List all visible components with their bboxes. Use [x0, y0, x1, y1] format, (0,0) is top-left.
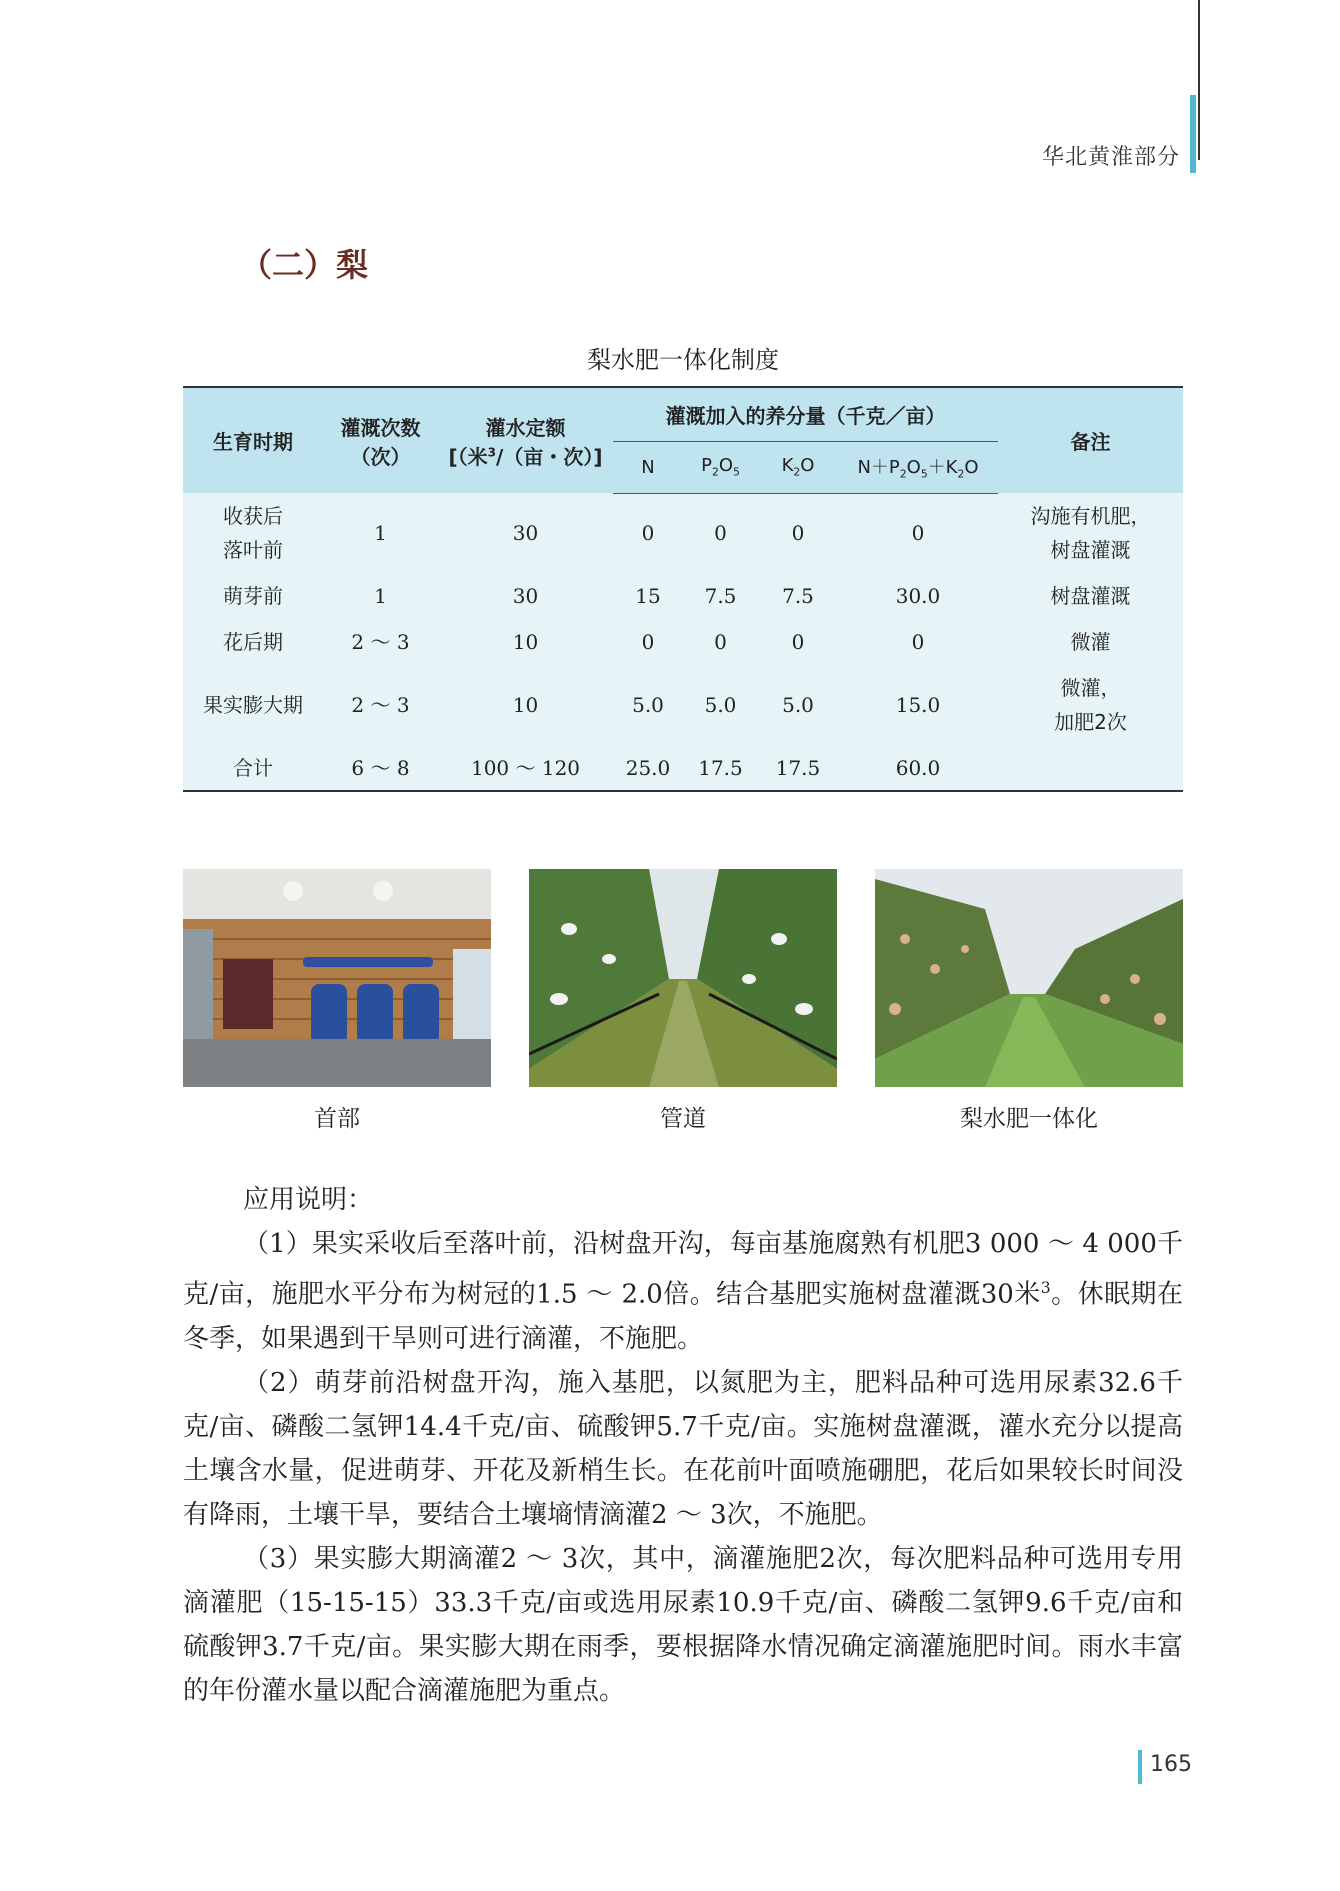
notes-paragraph-3: （3）果实膨大期滴灌2 ～ 3次，其中，滴灌施肥2次，每次肥料品种可选用专用滴灌肥（15-15-15）33.3千克/亩或选用尿素10.9千克/亩、磷酸二氢钾9.6千克/亩和硫酸钾3.7千克/亩。果实膨大期在雨季，要根据降水情况确定滴灌施肥时间。雨水丰富的年份灌水量以配合滴灌施肥为重点。 — [183, 1543, 1183, 1706]
cell-p: 17.5 — [683, 745, 758, 791]
cell-total: 0 — [838, 493, 998, 573]
cell-note: 微灌 — [998, 619, 1183, 665]
cell-k: 0 — [758, 493, 838, 573]
cell-total: 30.0 — [838, 573, 998, 619]
header-quota-unit-a: [（米 — [448, 444, 488, 469]
notes-title: 应用说明： — [243, 1185, 374, 1215]
header-quota — [438, 387, 613, 493]
p1-text-b: 。休眠期在冬季，如果遇到干旱则可进行滴灌，不施肥。 — [183, 1279, 1183, 1354]
notes-paragraph-1 — [183, 1222, 1183, 1361]
total-sub3: 2 — [957, 467, 965, 481]
table-row-total — [183, 745, 1183, 791]
table-row — [183, 665, 1183, 745]
cell-note — [998, 745, 1183, 791]
cell-stage: 花后期 — [183, 619, 323, 665]
cell-total: 60.0 — [838, 745, 998, 791]
k-o: O — [800, 455, 815, 477]
cell-k: 7.5 — [758, 573, 838, 619]
cell-k: 17.5 — [758, 745, 838, 791]
cell-quota: 30 — [438, 573, 613, 619]
total-c: ＋K — [927, 457, 958, 479]
table-row — [183, 619, 1183, 665]
cell-p: 5.0 — [683, 665, 758, 745]
cell-stage — [183, 493, 323, 573]
cell-total: 0 — [838, 619, 998, 665]
p-o: O — [718, 455, 734, 477]
k-main: K — [781, 455, 794, 477]
photo-pipeline-image — [529, 869, 837, 1087]
p-sub2: 5 — [733, 465, 740, 479]
header-total — [838, 441, 998, 493]
header-quota-sup: 3 — [487, 444, 497, 459]
cell-note: 树盘灌溉 — [998, 573, 1183, 619]
header-times-line1: 灌溉次数 — [340, 415, 421, 440]
p1-text-a: （1）果实采收后至落叶前，沿树盘开沟，每亩基施腐熟有机肥3 000 ～ 4 000千克/亩，施肥水平分布为树冠的1.5 ～ 2.0倍。结合基肥实施树盘灌溉30米 — [183, 1229, 1183, 1310]
table-row — [183, 573, 1183, 619]
header-n: N — [613, 441, 683, 493]
header-p2o5 — [683, 441, 758, 493]
p1-sup: 3 — [1040, 1279, 1051, 1297]
photo-pipeline — [529, 869, 837, 1087]
cell-times: 2 ～ 3 — [323, 665, 438, 745]
photo-head-unit-image — [183, 869, 491, 1087]
cell-quota: 10 — [438, 665, 613, 745]
application-notes — [183, 1178, 1183, 1713]
total-a: N＋P — [857, 457, 900, 479]
photo-caption-pipeline: 管道 — [660, 1106, 706, 1132]
header-note: 备注 — [998, 387, 1183, 493]
p-sub1: 2 — [711, 465, 719, 479]
note-line2: 树盘灌溉 — [1050, 538, 1131, 562]
header-nutrient: 灌溉加入的养分量（千克／亩） — [613, 387, 998, 441]
page-number-bar — [1138, 1750, 1142, 1784]
page-number: 165 — [1150, 1752, 1192, 1777]
cell-n: 0 — [613, 493, 683, 573]
header-k2o — [758, 441, 838, 493]
table-row — [183, 493, 1183, 573]
cell-stage: 萌芽前 — [183, 573, 323, 619]
p-main: P — [701, 455, 712, 477]
section-heading: （二）梨 — [240, 246, 369, 284]
cell-times: 1 — [323, 573, 438, 619]
photo-pear-fertigation — [875, 869, 1183, 1087]
cell-stage: 合计 — [183, 745, 323, 791]
cell-times: 1 — [323, 493, 438, 573]
cell-p: 0 — [683, 493, 758, 573]
header-rule — [1198, 0, 1200, 160]
cell-times: 2 ～ 3 — [323, 619, 438, 665]
cell-k: 5.0 — [758, 665, 838, 745]
header-accent-bar — [1190, 95, 1196, 173]
cell-n: 5.0 — [613, 665, 683, 745]
photo-caption-head-unit: 首部 — [314, 1106, 360, 1132]
cell-p: 0 — [683, 619, 758, 665]
header-quota-line2 — [440, 441, 611, 470]
photo-caption-pear-fertigation: 梨水肥一体化 — [960, 1106, 1098, 1132]
notes-paragraph-2: （2）萌芽前沿树盘开沟，施入基肥，以氮肥为主，肥料品种可选用尿素32.6千克/亩、磷酸二氢钾14.4千克/亩、硫酸钾5.7千克/亩。实施树盘灌溉，灌水充分以提高土壤含水量，促进萌芽、开花及新梢生长。在花前叶面喷施硼肥，花后如果较长时间没有降雨，土壤干旱，要结合土壤墒情滴灌2 ～ 3次，不施肥。 — [183, 1367, 1183, 1530]
cell-n: 0 — [613, 619, 683, 665]
total-d: O — [964, 457, 979, 479]
cell-stage: 果实膨大期 — [183, 665, 323, 745]
cell-n: 25.0 — [613, 745, 683, 791]
cell-quota: 30 — [438, 493, 613, 573]
header-stage: 生育时期 — [183, 387, 323, 493]
cell-note — [998, 493, 1183, 573]
photo-pear-fertigation-image — [875, 869, 1183, 1087]
cell-p: 7.5 — [683, 573, 758, 619]
cell-k: 0 — [758, 619, 838, 665]
total-b: O — [906, 457, 921, 479]
header-quota-unit-b: /（亩・次）] — [496, 444, 603, 469]
running-header: 华北黄淮部分 — [1041, 145, 1180, 170]
note-line2: 加肥2次 — [1054, 710, 1127, 734]
stage-line2: 落叶前 — [223, 538, 283, 562]
stage-line1: 收获后 — [223, 504, 283, 528]
header-quota-line1: 灌水定额 — [485, 415, 566, 440]
header-times — [323, 387, 438, 493]
cell-times: 6 ～ 8 — [323, 745, 438, 791]
cell-n: 15 — [613, 573, 683, 619]
k-sub: 2 — [793, 465, 801, 479]
photo-head-unit — [183, 869, 491, 1087]
header-times-line2: （次） — [350, 444, 411, 469]
cell-total: 15.0 — [838, 665, 998, 745]
note-line1: 沟施有机肥， — [1030, 504, 1151, 528]
fertigation-table — [183, 386, 1183, 792]
total-sub1: 2 — [899, 467, 907, 481]
total-sub2: 5 — [920, 467, 928, 481]
cell-quota: 10 — [438, 619, 613, 665]
table-caption: 梨水肥一体化制度 — [587, 346, 779, 374]
cell-note — [998, 665, 1183, 745]
note-line1: 微灌， — [1060, 676, 1121, 700]
cell-quota: 100 ～ 120 — [438, 745, 613, 791]
